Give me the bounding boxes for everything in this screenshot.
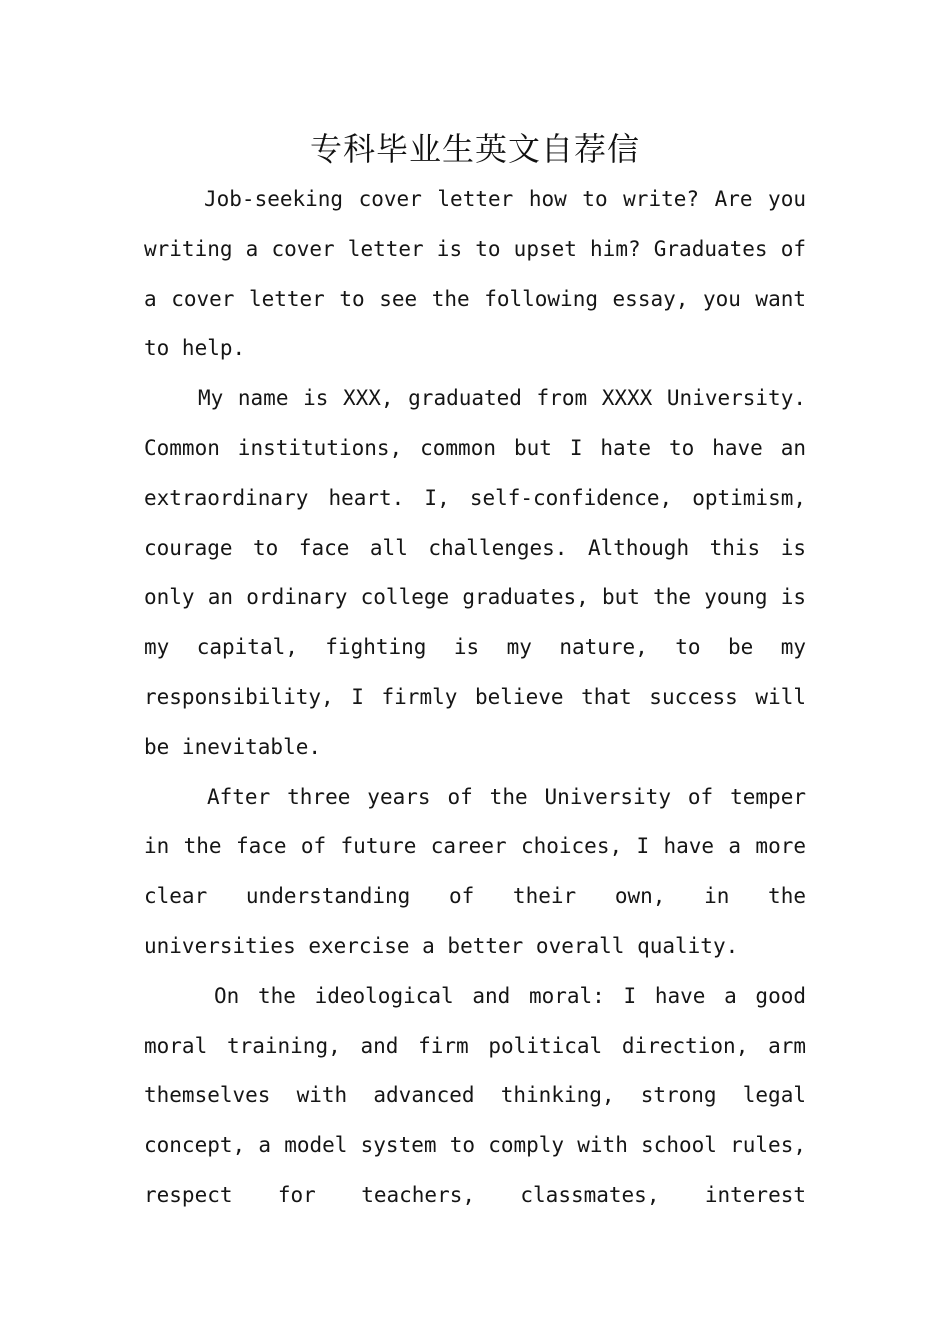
document-title: 专科毕业生英文自荐信 <box>309 130 640 168</box>
paragraph-ideological-moral: On the ideological and moral: I have a good moral training, and firm political direction, arm themselves with advanced thinking, strong legal concept, a model system to comply with school rules, respect for teachers, classmates, interest <box>144 983 806 1207</box>
paragraph-self-introduction: My name is XXX, graduated from XXXX University. Common institutions, common but I hate to have an extraordinary heart. I, self-confidence, optimism, courage to face all challenges. Although this is only an ordinary college graduates, but the young is my capital, fighting is my nature, to be my responsibility, I firmly believe that success will be inevitable. <box>144 386 806 759</box>
document-body <box>144 175 806 1221</box>
paragraph-university-experience: After three years of the University of temper in the face of future career choices, I have a more clear understanding of their own, in the universities exercise a better overall quality. <box>144 784 806 958</box>
paragraph-intro: Job-seeking cover letter how to write? Are you writing a cover letter is to upset him? Graduates of a cover letter to see the following essay, you want to help. <box>144 187 806 361</box>
